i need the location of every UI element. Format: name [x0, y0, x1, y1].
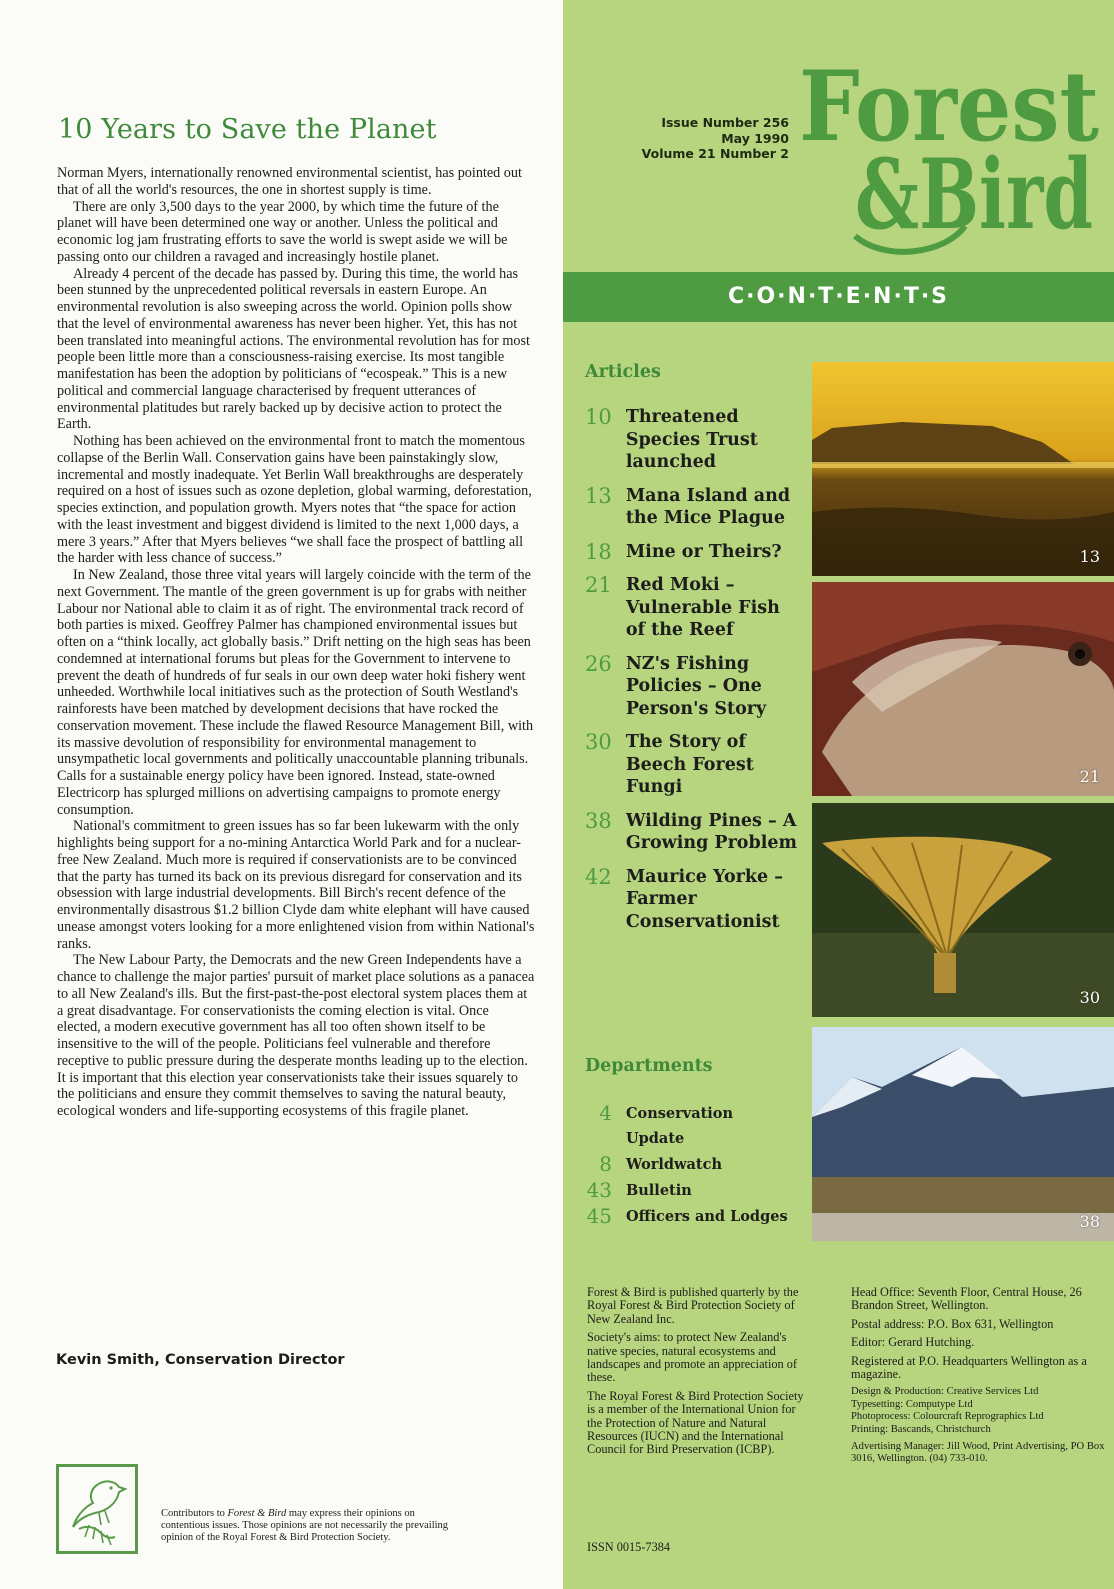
imprint-text: The Royal Forest & Bird Protection Society is a member of the International Union for the Protection of Nature and Natural Resources (IUCN) and the International Council for Bird Preservation (ICBP). [587, 1388, 804, 1457]
photo-page-label: 38 [1079, 1212, 1100, 1231]
department-page: 8 [599, 1152, 612, 1176]
article-title: Maurice Yorke – Farmer Conservationist [625, 866, 783, 932]
contents-page [563, 0, 1114, 1589]
editorial-paragraph: Already 4 percent of the decade has passed by. During this time, the world has been stunned by the unprecedented political reversals in eastern Europe. An environmental revolution is also sweeping across the world. Opinion polls show that the level of environmental awareness has never been higher. Yet, this has not been translated into meaningful actions. The environmental revolution has for most people been little more than a consciousness-raising exercise. Its most tangible manifestation has been the adoption by politicians of “ecospeak.” This is a new political and commercial language characterised by frequent utterances of environmental platitudes but rarely backed up by decisive action to protect the Earth. [57, 265, 530, 433]
article-page: 18 [585, 539, 612, 564]
photo-snow-mountain [812, 1027, 1114, 1241]
article-entry[interactable] [585, 541, 800, 564]
photo-page-label: 21 [1079, 767, 1100, 786]
editorial-paragraph: There are only 3,500 days to the year 2000, by which time the future of the planet will have been determined one way or another. Unless the political and economic log jam frustrating efforts to save the world is swept aside we will be passing onto our children a ravaged and increasingly hostile planet. [57, 198, 508, 265]
issn: ISSN 0015-7384 [587, 1540, 671, 1554]
imprint-text: Postal address: P.O. Box 631, Wellington [851, 1316, 1054, 1331]
issue-number: Issue Number 256 [661, 115, 789, 130]
contents-banner: C·O·N·T·E·N·T·S [563, 272, 1114, 322]
photo-red-moki-fish [812, 582, 1114, 796]
department-page: 4 [599, 1101, 612, 1125]
production-credits: Design & Production: Creative Services Ltd Typesetting: Computype Ltd Photoprocess: Colourcraft Reprographics Ltd Printing: Bascands, Christchurch [851, 1386, 1044, 1435]
article-entry[interactable] [585, 406, 800, 474]
logo-line-1: Forest [799, 50, 1099, 163]
article-title: Threatened Species Trust launched [625, 407, 758, 472]
article-title: Mine or Theirs? [625, 541, 782, 562]
department-page: 43 [586, 1178, 612, 1202]
article-title: Wilding Pines – A Growing Problem [625, 810, 798, 853]
imprint-text: Head Office: Seventh Floor, Central House, 26 Brandon Street, Wellington. [851, 1285, 1082, 1313]
issue-date: May 1990 [721, 130, 789, 146]
issue-volume: Volume 21 Number 2 [641, 146, 789, 161]
article-entry[interactable] [585, 731, 800, 799]
article-page: 26 [585, 651, 612, 676]
articles-list [585, 406, 800, 944]
department-entry[interactable] [585, 1204, 800, 1229]
photo-page-label: 30 [1079, 988, 1100, 1007]
article-entry[interactable] [585, 810, 800, 855]
article-entry[interactable] [585, 866, 800, 934]
imprint-text: Registered at P.O. Headquarters Wellington as a magazine. [851, 1353, 1087, 1382]
departments-heading: Departments [585, 1056, 713, 1076]
article-entry[interactable] [585, 653, 800, 721]
department-entry[interactable] [585, 1178, 800, 1203]
imprint-right [851, 1286, 1111, 1471]
editorial-paragraph: Nothing has been achieved on the environmental front to match the momentous collapse of the Berlin Wall. Conservation gains have been painstakingly slow, incremental and mostly inadequate. Yet Berlin Wall breakthroughs are desperately required on a host of issues such as ozone depletion, global warming, deforestation, species extinction, and population growth. Myers notes that “the space for action with the least investment and biggest dividend is limited to the next 1,000 days, a mere 3 years.” After that Myers believes “we shall face the prospect of battling all the harder with less chance of success.” [57, 433, 532, 567]
forest-and-bird-logo [795, 40, 1113, 265]
department-title: Conservation Update [626, 1105, 734, 1147]
department-title: Bulletin [626, 1182, 692, 1199]
disclaimer: Contributors to Forest & Bird may express their opinions on contentious issues. Those opinions are not necessarily the prevailing opinion of the Royal Forest & Bird Protection Society. [161, 1508, 449, 1543]
logo-line-2: &Bird [855, 138, 1093, 251]
article-title: Red Moki – Vulnerable Fish of the Reef [625, 575, 780, 640]
bird-emblem-icon [56, 1464, 138, 1554]
editorial-signature: Kevin Smith, Conservation Director [56, 1352, 345, 1368]
departments-list [585, 1101, 800, 1230]
editorial-paragraph: In New Zealand, those three vital years will largely coincide with the term of the next Government. The mantle of the green government is up for grabs with neither Labour nor National able to claim it as of right. The environmental track record of both parties is mixed. Geoffrey Palmer has championed environmental issues but often on a “think locally, act globally basis.” Drift netting on the high seas has been condemned at international forums but pleas for the Government to intervene to prevent the death of hundreds of fur seals in our own deep water hoki fishery went unheeded. Worthwhile local initiatives such as the protection of South Westland's rainforests have been matched by development decisions that have rocked the conservation movement. These include the flawed Resource Management Bill, with its massive devolution of responsibility for environmental management to unsympathetic local governments and politically unaccountable planning tribunals. Calls for a sustainable energy policy have been ignored. Instead, state-owned Electricorp has splurged millions on advertising campaigns to promote energy consumption. [57, 567, 534, 818]
department-entry[interactable] [585, 1101, 800, 1151]
photo-page-label: 13 [1079, 547, 1100, 566]
article-title: The Story of Beech Forest Fungi [625, 732, 754, 797]
imprint-text: Forest & Bird is published quarterly by the Royal Forest & Bird Protection Society of New Zealand Inc. [587, 1285, 799, 1326]
articles-heading: Articles [585, 362, 661, 382]
imprint-text: Editor: Gerard Hutching. [851, 1335, 975, 1350]
article-page: 30 [585, 730, 612, 754]
photo-coastline-sunset [812, 362, 1114, 576]
editorial-paragraph: Norman Myers, internationally renowned environmental scientist, has pointed out that of all the world's resources, the one in shortest supply is time. [57, 165, 522, 198]
advertising-contact: Advertising Manager: Jill Wood, Print Advertising, PO Box 3016, Wellington. (04) 733-010. [851, 1441, 1105, 1465]
article-page: 21 [585, 573, 612, 597]
editorial-body [57, 165, 535, 1120]
department-entry[interactable] [585, 1152, 800, 1177]
imprint-left [587, 1286, 807, 1462]
article-page: 38 [585, 808, 612, 833]
issue-info [642, 115, 789, 162]
editorial-paragraph: The New Labour Party, the Democrats and the new Green Independents have a chance to challenge the major parties' pursuit of market place solutions as a panacea to all New Zealand's ills. But the first-past-the-post electoral system places them at a great disadvantage. For conservationists the coming election is vital. Once elected, a modern executive government has all too often shown itself to be insensitive to the will of the people. Politicians feel vulnerable and therefore receptive to public pressure during the desperate months leading up to the election. It is important that this election year conservationists take their issues squarely to the politicians and ensure they commit themselves to saving the natural beauty, ecological wonders and life-supporting ecosystems of this fragile planet. [57, 952, 535, 1119]
article-page: 13 [585, 483, 612, 508]
department-title: Worldwatch [626, 1156, 723, 1173]
photo-beech-fungi [812, 803, 1114, 1017]
editorial-title: 10 Years to Save the Planet [58, 114, 437, 145]
imprint-text: Society's aims: to protect New Zealand's native species, natural ecosystems and landscapes and promote an appreciation of these. [587, 1330, 797, 1385]
article-entry[interactable] [585, 485, 800, 530]
department-page: 45 [586, 1204, 612, 1228]
article-title: NZ's Fishing Policies – One Person's Story [625, 653, 767, 719]
department-title: Officers and Lodges [626, 1208, 788, 1225]
article-title: Mana Island and the Mice Plague [625, 485, 791, 528]
editorial-paragraph: National's commitment to green issues has so far been lukewarm with the only highlights being support for a no-mining Antarctica World Park and for a nuclear-free New Zealand. Much more is required if conservationists are to be convinced that the party has turned its back on its previous disregard for conservation and its obsession with large industrial developments. Bill Birch's recent defence of the environmentally disastrous $1.2 billion Clyde dam white elephant will have caused unease amongst voters looking for a more enlightened vision from within National's ranks. [57, 818, 535, 952]
article-entry[interactable] [585, 574, 800, 642]
article-page: 42 [585, 864, 612, 889]
article-page: 10 [585, 405, 612, 429]
